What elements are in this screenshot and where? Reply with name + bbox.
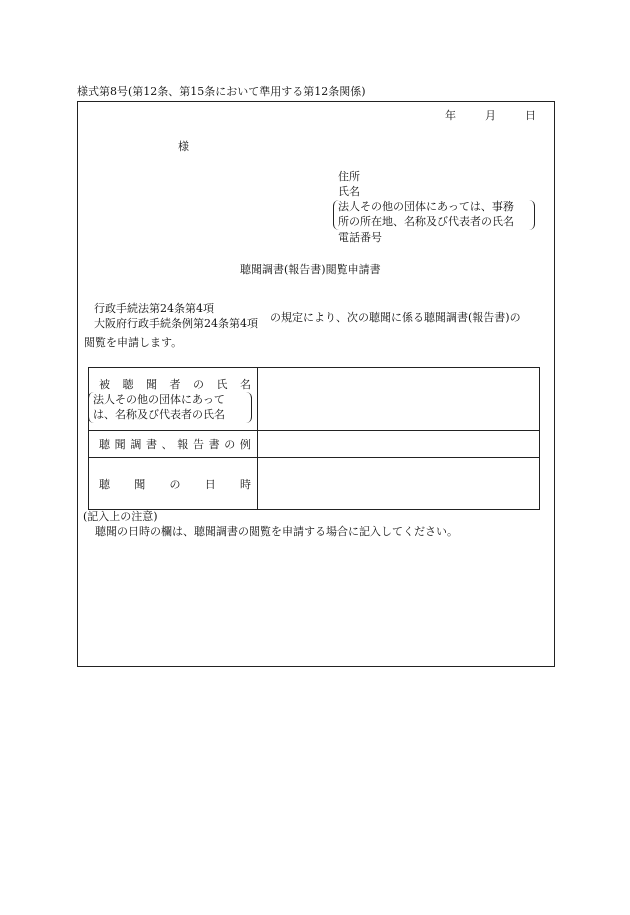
notes-item1: 聴聞の日時の欄は、聴聞調書の閲覧を申請する場合に記入してください。 <box>95 525 458 538</box>
date-month: 月 <box>485 109 496 122</box>
row3-label: 聴 聞 の 日 時 <box>99 477 251 491</box>
date-year: 年 <box>445 109 456 122</box>
address-label: 住所 <box>338 170 360 183</box>
row1-note-bracket <box>88 392 252 423</box>
table-row <box>89 458 540 510</box>
table-row <box>89 431 540 458</box>
law-line2: 大阪府行政手続条例第24条第4項 <box>94 317 258 330</box>
name-label: 氏名 <box>338 185 360 198</box>
form-header: 様式第8号(第12条、第15条において準用する第12条関係) <box>77 85 366 98</box>
row2-label-cell <box>89 431 258 458</box>
row3-label-cell <box>89 458 258 510</box>
form-title: 聴聞調書(報告書)閲覧申請書 <box>240 263 381 276</box>
row2-value-cell[interactable] <box>258 431 540 458</box>
notes-heading: (記入上の注意) <box>83 510 158 523</box>
corp-note-line1: 法人その他の団体にあっては、事務 <box>338 200 514 213</box>
addressee-suffix: 様 <box>178 140 189 153</box>
date-day: 日 <box>525 109 536 122</box>
row3-value-cell[interactable] <box>258 458 540 510</box>
body-text-last: 閲覧を申請します。 <box>84 336 183 349</box>
law-line1: 行政手続法第24条第4項 <box>94 302 214 315</box>
row2-label: 聴 聞 調 書 、 報 告 書 の 例 <box>99 438 251 451</box>
hearing-table <box>88 367 540 510</box>
row1-note-line1: 法人その他の団体にあって <box>93 393 225 406</box>
row1-value-cell[interactable] <box>258 368 540 431</box>
date-line <box>445 109 536 123</box>
row1-note-line2: は、名称及び代表者の氏名 <box>93 408 225 421</box>
corp-note-line2: 所の所在地、名称及び代表者の氏名 <box>338 215 514 228</box>
phone-label: 電話番号 <box>338 231 382 244</box>
row1-label: 被 聴 聞 者 の 氏 名 <box>99 378 251 391</box>
body-text: の規定により、次の聴聞に係る聴聞調書(報告書)の <box>270 311 521 324</box>
